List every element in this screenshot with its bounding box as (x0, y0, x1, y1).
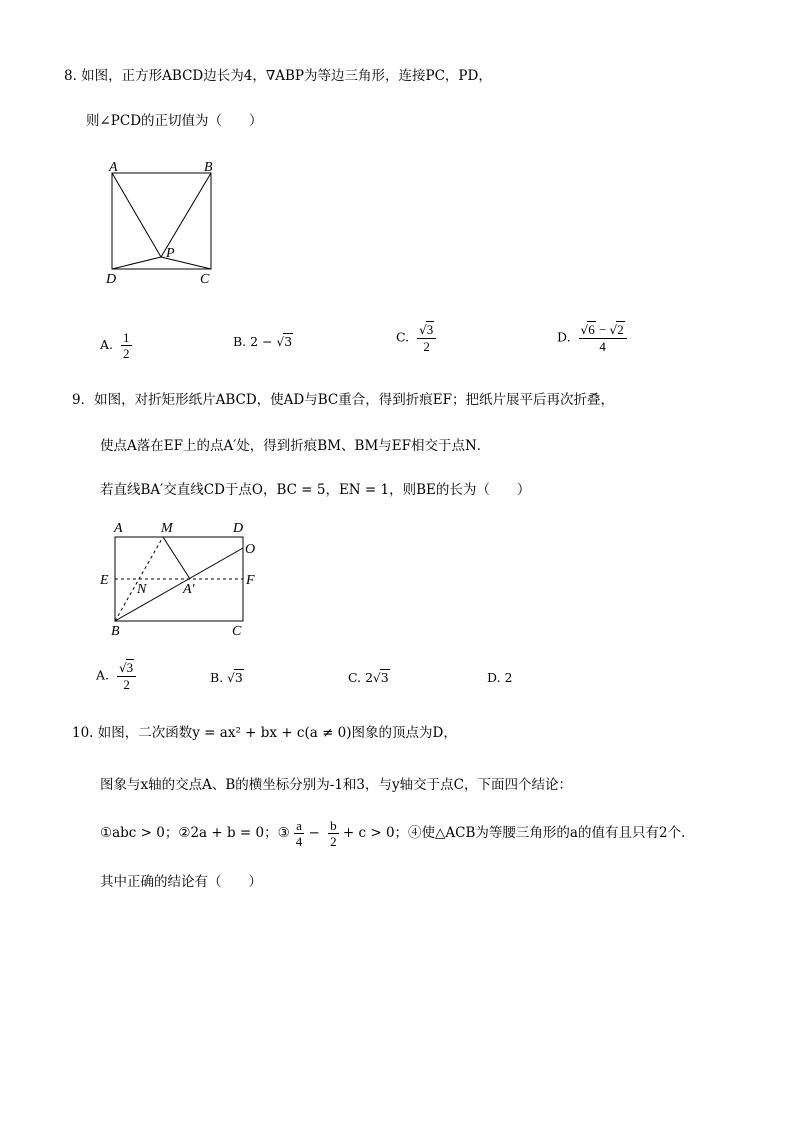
q8-option-a: A. $\frac{1}{2}$ (100, 330, 130, 361)
q9-label-o: O (245, 542, 256, 557)
q9-option-a: A. $\frac{√3}{2}$ (96, 660, 136, 692)
q8-segment-dp (112, 257, 161, 269)
q10-line-2: 图象与x轴的交点A、B的横坐标分别为-1和3，与y轴交于点C，下面四个结论： (100, 777, 572, 793)
q9-label-m: M (161, 521, 173, 536)
q8-line-2: 则∠PCD的正切值为（ ） (86, 113, 263, 129)
q10-line-3: ①abc > 0；②2a + b = 0；③ $\frac{a}{4}$ − $\frac{b}{2}$ + c > 0；④使△ACB为等腰三角形的a的值有且只有2个． (100, 818, 695, 849)
q8-figure (100, 155, 230, 290)
q8-label-a: A (109, 160, 118, 175)
q8-line-1: 8. 如图，正方形ABCD边长为4，∇ABP为等边三角形，连接PC，PD， (64, 68, 492, 84)
q8-square (112, 173, 211, 269)
q9-label-n: N (137, 582, 147, 597)
q9-option-b: B. √3 (210, 670, 243, 685)
q8-option-b: B. 2 − √3 (233, 334, 293, 349)
q9-figure (95, 515, 275, 645)
q8-segment-ap (112, 173, 161, 257)
q9-label-e: E (100, 573, 109, 588)
q8-option-d: D. $\frac{√6 - √2}{4}$ (557, 322, 627, 354)
q9-line-1: 9．如图，对折矩形纸片ABCD，使AD与BC重合，得到折痕EF；把纸片展平后再次折叠， (72, 392, 614, 408)
q9-label-a-prime: A′ (183, 582, 195, 597)
q9-label-b: B (111, 624, 120, 639)
q8-label-d: D (106, 272, 117, 287)
q10-line-1: 10. 如图，二次函数y = ax² + bx + c(a ≠ 0)图象的顶点为D， (72, 725, 457, 741)
q8-label-p: P (166, 246, 175, 261)
q8-label-c: C (200, 272, 210, 287)
q9-line-2: 使点A落在EF上的点A′处，得到折痕BM、BM与EF相交于点N． (100, 438, 491, 454)
q9-label-d: D (233, 521, 244, 536)
q9-segment-ma (163, 537, 190, 579)
q8-option-c: C. $\frac{√3}{2}$ (396, 322, 436, 354)
q9-line-3: 若直线BA′交直线CD于点O，BC = 5，EN = 1，则BE的长为（ ） (100, 482, 531, 498)
q8-label-b: B (204, 160, 213, 175)
q9-label-a: A (114, 521, 123, 536)
q8-segment-bp (161, 173, 211, 257)
q10-line-4: 其中正确的结论有（ ） (100, 874, 262, 890)
q9-label-f: F (246, 573, 255, 588)
q9-label-c: C (232, 624, 242, 639)
q9-option-c: C. 2√3 (348, 670, 389, 685)
q9-option-d: D. 2 (487, 670, 513, 685)
q9-line-bo (115, 548, 243, 621)
